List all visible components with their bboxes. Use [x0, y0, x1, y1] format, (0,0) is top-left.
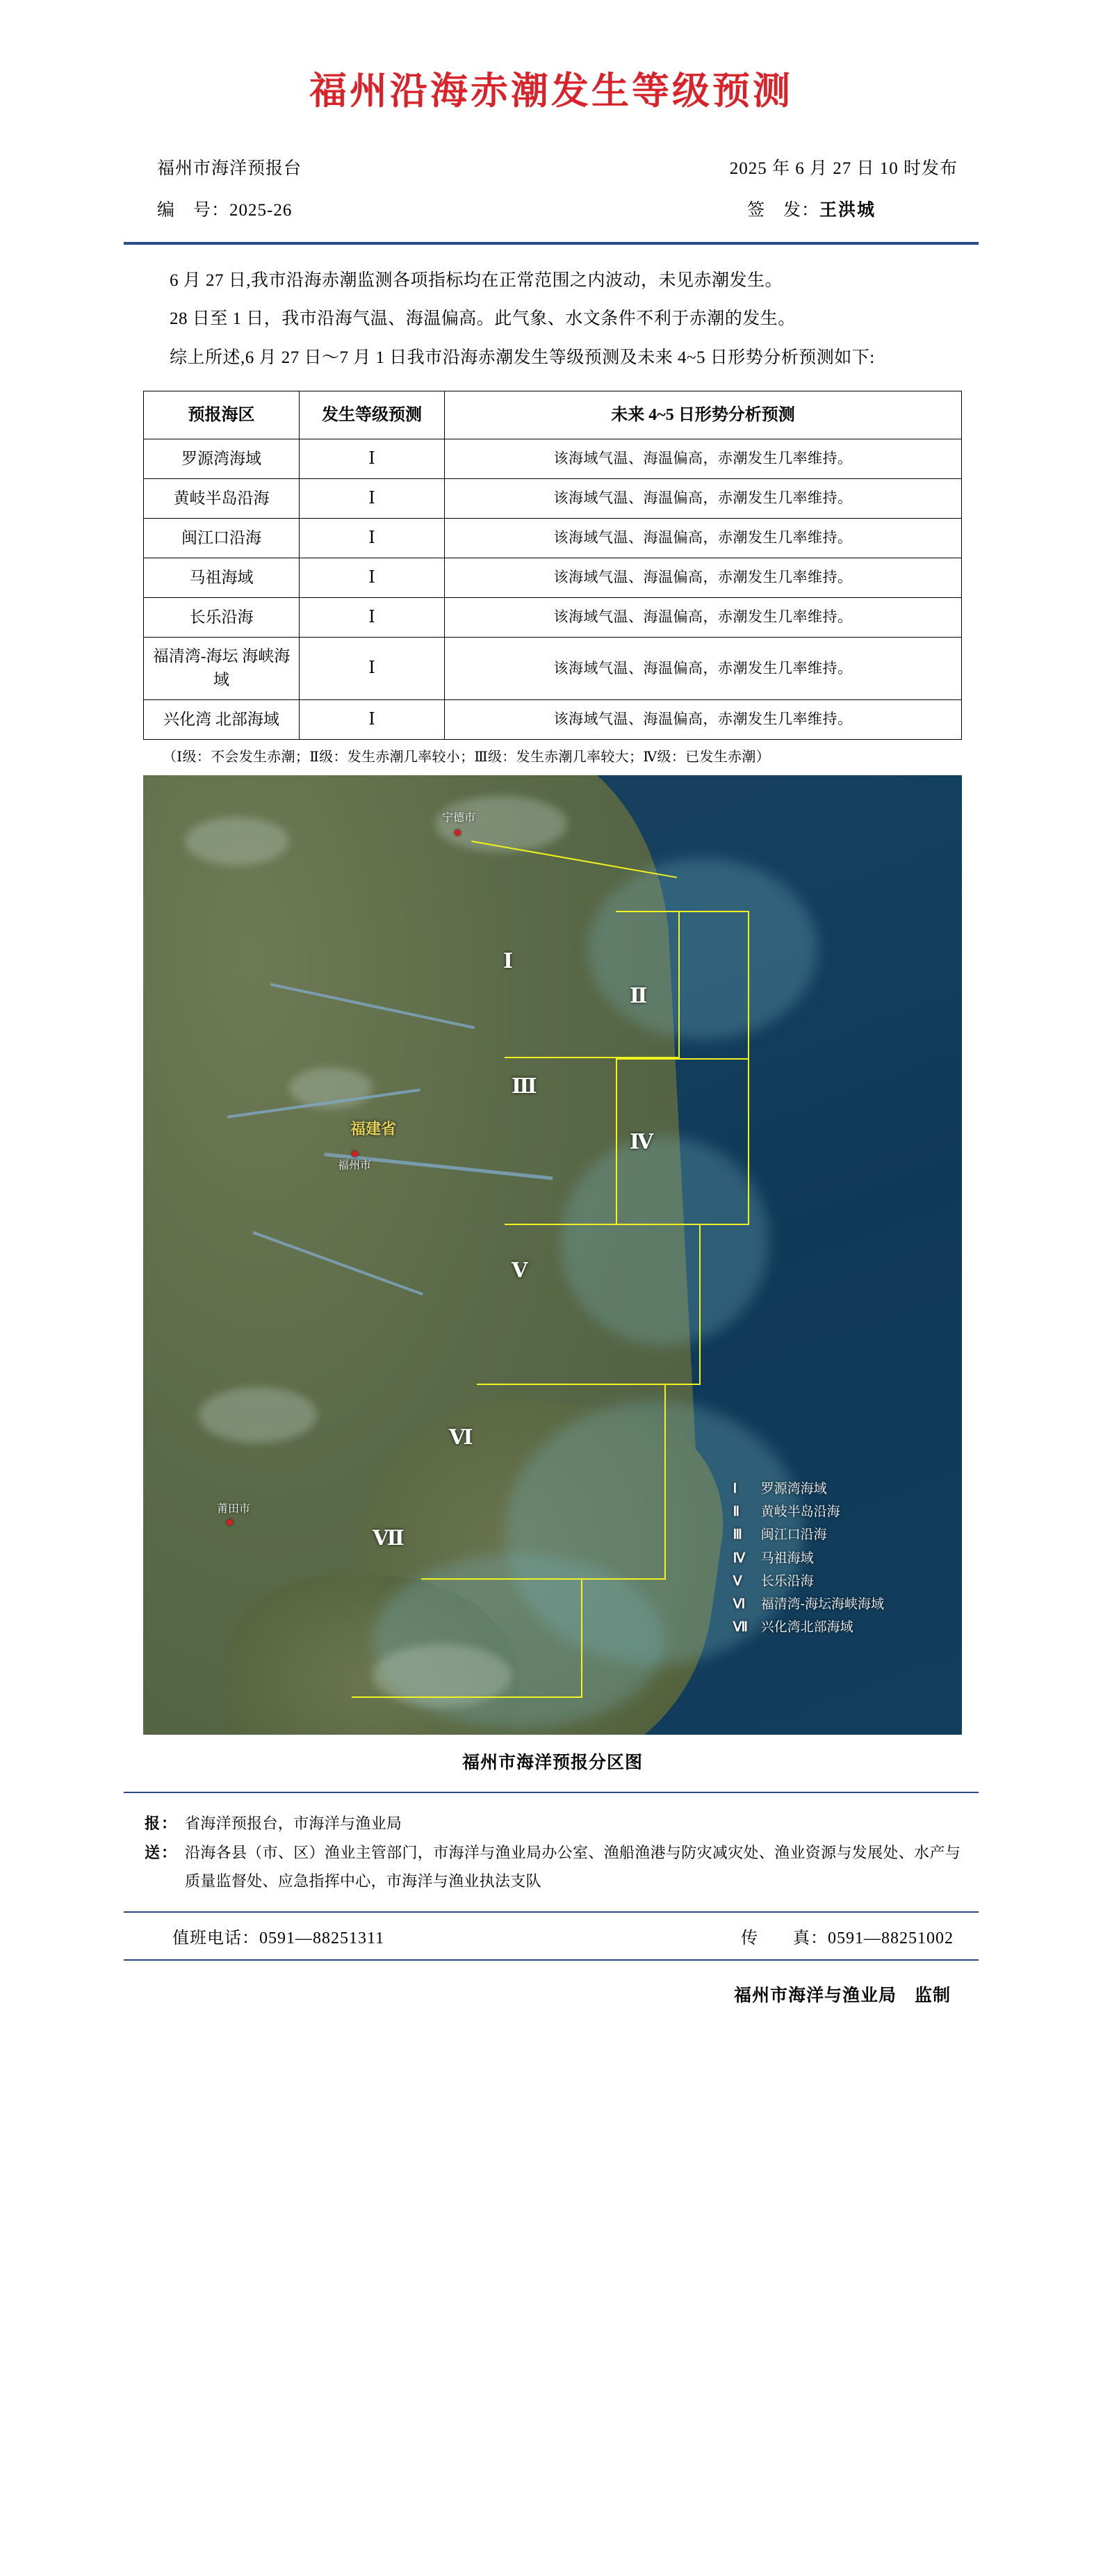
map-section	[124, 775, 979, 1774]
cell-level: Ⅰ	[300, 597, 445, 637]
distribution-block	[124, 1810, 979, 1896]
col-header-area: 预报海区	[144, 391, 300, 439]
zone-boundary	[352, 1578, 582, 1698]
legend-item	[733, 1523, 884, 1546]
cell-trend: 该海域气温、海温偏高，赤潮发生几率维持。	[445, 439, 962, 478]
legend-item	[733, 1477, 884, 1500]
zone-label-4: Ⅳ	[630, 1130, 654, 1153]
cell-trend: 该海域气温、海温偏高，赤潮发生几率维持。	[445, 558, 962, 597]
cell-area: 兴化湾 北部海域	[144, 699, 300, 739]
meta-row-issuer	[124, 152, 979, 186]
issue-time-label: 2025 年 6 月 27 日 10 时发布	[729, 159, 958, 178]
legend-name: 长乐沿海	[760, 1573, 814, 1589]
table-row	[144, 439, 962, 478]
doc-number-label: 编 号：2025-26	[157, 200, 293, 220]
cell-level: Ⅰ	[300, 439, 445, 478]
header-divider	[124, 242, 979, 245]
footer-divider-bottom	[124, 1959, 979, 1961]
legend-num: Ⅲ	[733, 1528, 742, 1543]
cell-area: 马祖海域	[144, 558, 300, 597]
table-row	[144, 637, 962, 699]
cell-area: 福清湾-海坛 海峡海域	[144, 637, 300, 699]
forecast-zone-map	[143, 775, 962, 1735]
paragraph-1: 6 月 27 日,我市沿海赤潮监测各项指标均在正常范围之内波动，未见赤潮发生。	[170, 271, 783, 290]
map-legend	[733, 1477, 884, 1639]
distribution-report-row	[145, 1810, 961, 1838]
fax-number: 传 真：0591—88251002	[741, 1929, 954, 1947]
cell-trend: 该海域气温、海温偏高，赤潮发生几率维持。	[445, 518, 962, 558]
legend-num: Ⅴ	[733, 1573, 742, 1589]
table-body	[144, 439, 962, 739]
cell-area: 黄岐半岛沿海	[144, 478, 300, 518]
cell-level: Ⅰ	[300, 558, 445, 597]
zone-label-2: Ⅱ	[630, 984, 648, 1007]
distribution-send-key: 送：	[145, 1844, 179, 1862]
zone-label-6: Ⅵ	[449, 1425, 473, 1449]
body-paragraphs	[124, 263, 979, 375]
legend-num: Ⅵ	[733, 1597, 746, 1612]
distribution-report-key: 报：	[145, 1814, 179, 1832]
signature-name: 王洪城	[819, 200, 876, 220]
legend-name: 黄岐半岛沿海	[760, 1505, 840, 1519]
cell-level: Ⅰ	[300, 478, 445, 518]
col-header-level: 发生等级预测	[300, 391, 445, 439]
city-label-ningde: 宁德市	[442, 811, 476, 824]
cell-trend: 该海域气温、海温偏高，赤潮发生几率维持。	[445, 637, 962, 699]
signature-label: 签 发：	[746, 200, 819, 220]
footer-divider-top	[124, 1792, 979, 1793]
zone-label-7: Ⅶ	[373, 1526, 405, 1550]
legend-name: 兴化湾北部海域	[760, 1620, 853, 1635]
legend-name: 马祖海域	[760, 1550, 814, 1566]
zone-boundary	[421, 1384, 666, 1580]
table-header-row	[144, 391, 962, 439]
distribution-send-row	[145, 1839, 961, 1895]
paragraph-3: 综上所述,6 月 27 日～7 月 1 日我市沿海赤潮发生等级预测及未来 4~5 日形势分析预测如下:	[170, 348, 875, 367]
duty-phone: 值班电话：0591—88251311	[172, 1929, 385, 1947]
table-row	[144, 478, 962, 518]
city-dot	[227, 1519, 233, 1525]
cloud-patch	[185, 817, 289, 866]
forecast-table-wrap	[124, 391, 979, 765]
zone-label-5: Ⅴ	[512, 1258, 528, 1282]
cell-trend: 该海域气温、海温偏高，赤潮发生几率维持。	[445, 478, 962, 518]
table-row	[144, 597, 962, 637]
issuer-label: 福州市海洋预报台	[157, 159, 302, 178]
zone-label-1: Ⅰ	[503, 949, 514, 973]
legend-num: Ⅳ	[733, 1550, 746, 1566]
cell-area: 罗源湾海域	[144, 439, 300, 478]
cloud-patch	[199, 1387, 317, 1443]
paragraph-2: 28 日至 1 日，我市沿海气温、海温偏高。此气象、水文条件不利于赤潮的发生。	[170, 309, 796, 329]
legend-item	[733, 1500, 884, 1523]
distribution-report-value: 省海洋预报台，市海洋与渔业局	[185, 1814, 402, 1832]
col-header-trend: 未来 4~5 日形势分析预测	[445, 391, 962, 439]
cell-trend: 该海域气温、海温偏高，赤潮发生几率维持。	[445, 699, 962, 739]
cell-area: 闽江口沿海	[144, 518, 300, 558]
legend-name: 罗源湾海域	[760, 1481, 827, 1496]
cell-trend: 该海域气温、海温偏高，赤潮发生几率维持。	[445, 597, 962, 637]
map-caption: 福州市海洋预报分区图	[461, 1753, 643, 1772]
document-body	[124, 0, 979, 2007]
zone-label-3: Ⅲ	[512, 1074, 537, 1098]
city-label-putian: 莆田市	[217, 1502, 251, 1515]
legend-item	[733, 1547, 884, 1570]
legend-item	[733, 1570, 884, 1593]
zone-boundary	[477, 1224, 701, 1385]
cell-level: Ⅰ	[300, 637, 445, 699]
legend-name: 闽江口沿海	[760, 1528, 827, 1543]
table-row	[144, 558, 962, 597]
legend-num: Ⅱ	[733, 1505, 740, 1519]
cell-level: Ⅰ	[300, 518, 445, 558]
legend-item	[733, 1593, 884, 1616]
city-dot	[455, 829, 461, 836]
table-row	[144, 699, 962, 739]
city-label-fuzhou: 福州市	[338, 1159, 372, 1172]
table-row	[144, 518, 962, 558]
province-label: 福建省	[350, 1119, 397, 1137]
cell-level: Ⅰ	[300, 699, 445, 739]
footer-divider-mid	[124, 1911, 979, 1913]
page-title: 福州沿海赤潮发生等级预测	[309, 70, 793, 112]
signature-block	[747, 194, 958, 227]
forecast-table	[143, 391, 962, 740]
contact-row	[124, 1924, 979, 1948]
legend-item	[733, 1616, 884, 1639]
document-meta	[124, 152, 979, 227]
cell-area: 长乐沿海	[144, 597, 300, 637]
meta-row-docno	[124, 194, 979, 227]
legend-name: 福清湾-海坛海峡海域	[760, 1597, 884, 1612]
footer-organization: 福州市海洋与渔业局 监制	[733, 1986, 951, 2005]
legend-num: Ⅰ	[733, 1481, 737, 1496]
legend-num: Ⅶ	[733, 1620, 748, 1635]
table-legend-note: （Ⅰ级：不会发生赤潮；Ⅱ级：发生赤潮几率较小；Ⅲ级：发生赤潮几率较大；Ⅳ级：已发生赤潮）	[163, 749, 770, 765]
distribution-send-value: 沿海各县（市、区）渔业主管部门，市海洋与渔业局办公室、渔船渔港与防灾减灾处、渔业资源与发展处、水产与质量监督处、应急指挥中心，市海洋与渔业执法支队	[185, 1844, 961, 1890]
